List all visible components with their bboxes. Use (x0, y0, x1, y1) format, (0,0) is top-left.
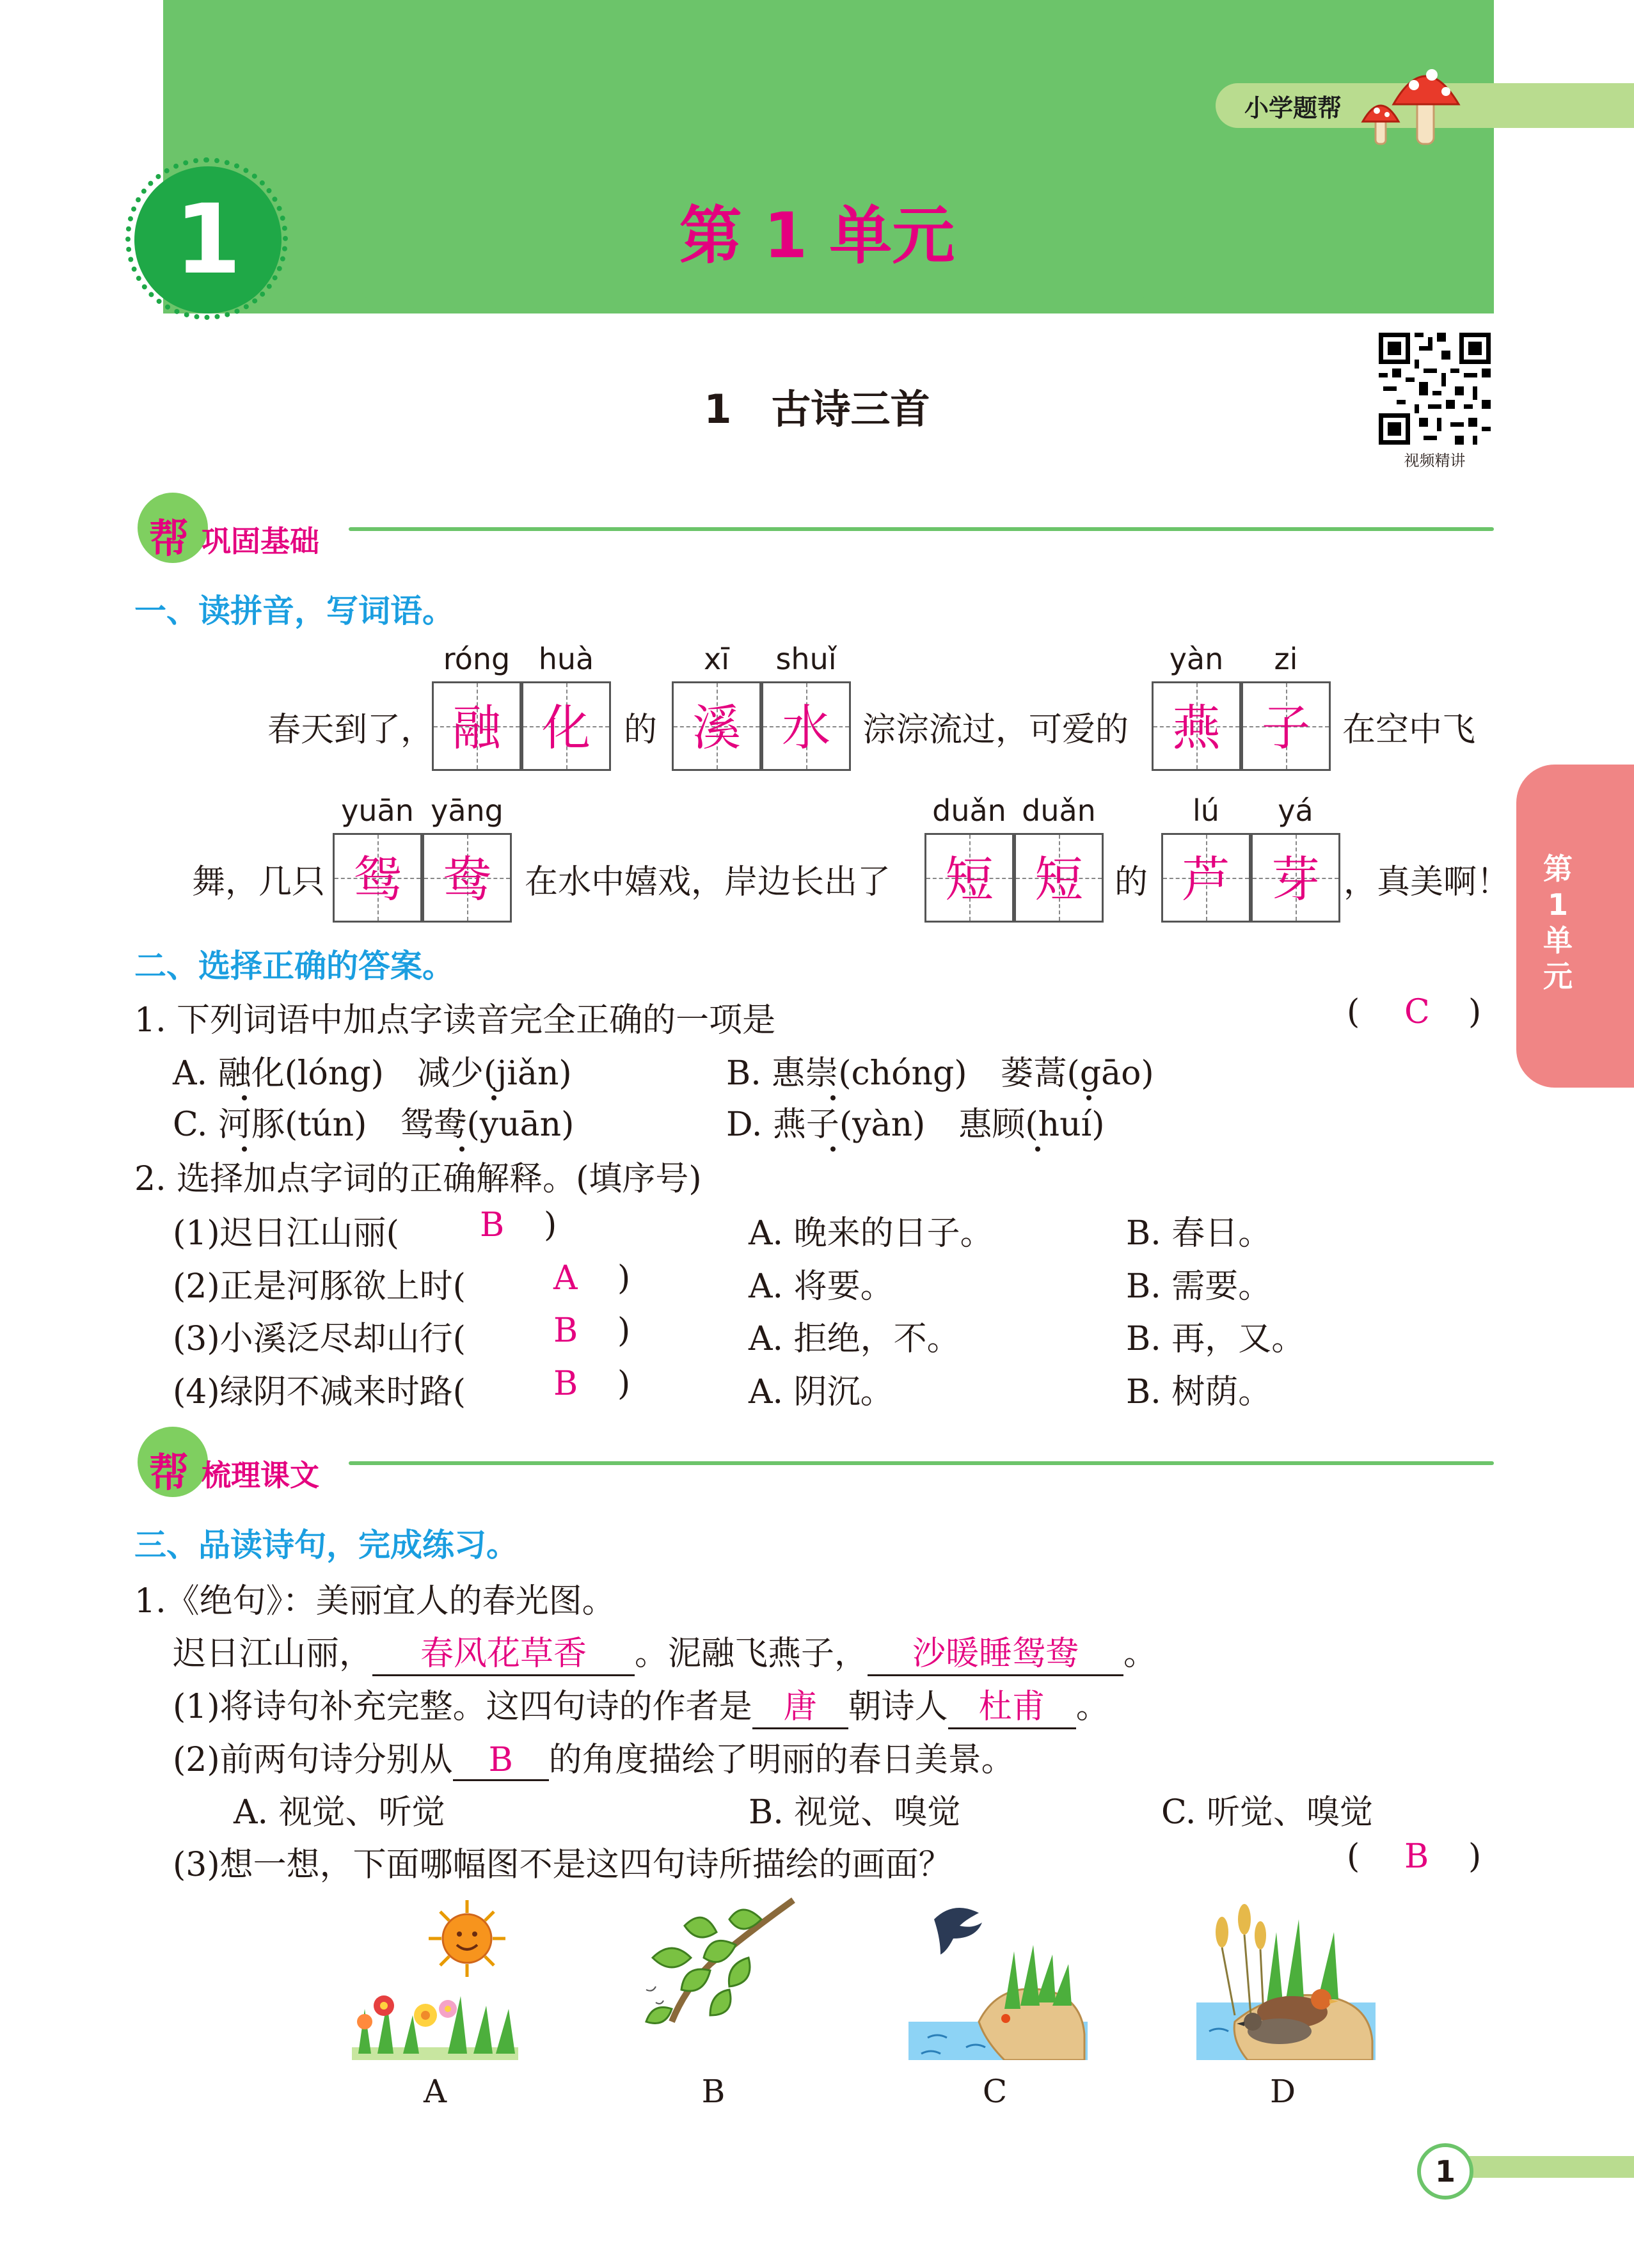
box-answer: 芦 (1182, 851, 1230, 908)
q2-row-option-a: A. 拒绝，不。 (749, 1320, 960, 1358)
q2-row-option-a: A. 晚来的日子。 (749, 1214, 994, 1253)
section-consolidate-label: 巩固基础 (202, 524, 319, 559)
q3-sub2-option-c: C. 听觉、嗅觉 (1161, 1793, 1373, 1832)
q2-item1-answer[interactable]: C (1404, 993, 1430, 1031)
sub1-blank-poet[interactable]: 杜甫 (948, 1679, 1076, 1729)
q2-option-b: B. 惠崇(chóng) 蒌蒿(gāo) (726, 1054, 1154, 1093)
q2-row-close: ) (544, 1206, 557, 1244)
q1-text: 舞，几只 (192, 863, 326, 901)
picture-label: A (423, 2073, 447, 2110)
writing-box[interactable] (1152, 681, 1241, 771)
q2-item2-stem: 2. 选择加点字词的正确解释。(填序号) (134, 1160, 702, 1198)
writing-box[interactable] (521, 681, 611, 771)
emphasis-dot (830, 1095, 836, 1100)
paren-close: ) (1468, 1837, 1482, 1876)
pinyin: duǎn (1022, 793, 1096, 828)
section-divider (349, 527, 1494, 531)
header-wave-edge (163, 282, 1494, 320)
poem-text: 。泥融飞燕子， (635, 1635, 868, 1673)
q2-option-a: A. 融化(lóng) 减少(jiǎn) (173, 1054, 572, 1093)
q3-sub3-stem: (3)想一想，下面哪幅图不是这四句诗所描绘的画面？ (173, 1846, 952, 1884)
q2-row-question: (1)迟日江山丽( (173, 1214, 399, 1253)
q1-text: ，真美啊！ (1344, 863, 1511, 901)
q1-text: 的 (624, 711, 658, 749)
section-badge-char: 帮 (149, 515, 189, 562)
lesson-title: 1 古诗三首 (704, 386, 930, 432)
q2-row-option-b: B. 需要。 (1126, 1267, 1272, 1306)
box-answer: 短 (1035, 851, 1083, 908)
pinyin: yàn (1169, 642, 1224, 676)
q2-heading: 二、选择正确的答案。 (134, 948, 454, 985)
q2-row-answer[interactable]: B (553, 1312, 578, 1350)
q2-row-answer[interactable]: B (553, 1365, 578, 1403)
q1-text: 春天到了， (267, 711, 434, 749)
box-answer: 融 (452, 699, 501, 756)
q3-sub3-answer[interactable]: B (1404, 1837, 1429, 1876)
writing-box[interactable] (672, 681, 761, 771)
box-answer: 鸯 (443, 851, 491, 908)
pinyin: duǎn (932, 793, 1006, 828)
writing-box[interactable] (1161, 833, 1251, 923)
pinyin: yāng (431, 793, 504, 828)
qr-code-icon[interactable] (1379, 333, 1491, 445)
writing-box[interactable] (1251, 833, 1340, 923)
emphasis-dot (1086, 1095, 1091, 1100)
section-divider (349, 1461, 1494, 1465)
emphasis-dot (830, 1146, 836, 1152)
box-answer: 溪 (692, 699, 741, 756)
q3-poem-line (173, 1626, 1157, 1676)
q2-row-close: ) (617, 1259, 631, 1297)
poem-text: 。 (1123, 1635, 1157, 1673)
q2-row-answer[interactable]: A (553, 1259, 578, 1297)
emphasis-dot (1035, 1146, 1040, 1152)
sub2-text: 的角度描绘了明丽的春日美景。 (548, 1741, 1015, 1779)
q1-text: 的 (1114, 863, 1148, 901)
section-consolidate-tag (138, 493, 349, 569)
section-review-label: 梳理课文 (202, 1458, 319, 1493)
q2-row-option-b: B. 树荫。 (1126, 1373, 1272, 1411)
q1-heading: 一、读拼音，写词语。 (134, 592, 454, 630)
picture-d-ducks-reeds[interactable] (1196, 1894, 1376, 2060)
writing-box[interactable] (422, 833, 512, 923)
q2-row-close: ) (617, 1312, 631, 1350)
paren-open: ( (1347, 1837, 1360, 1876)
pinyin: huà (538, 642, 594, 676)
q2-row-option-b: B. 再，又。 (1126, 1320, 1305, 1358)
mushroom-icon (1356, 54, 1478, 150)
emphasis-dot (242, 1095, 247, 1100)
picture-label: D (1269, 2073, 1296, 2110)
poem-text: 迟日江山丽， (173, 1635, 373, 1673)
writing-box[interactable] (1241, 681, 1331, 771)
picture-a-sun-flowers[interactable] (352, 1894, 518, 2060)
box-answer: 子 (1262, 699, 1310, 756)
pinyin: róng (443, 642, 511, 676)
sub1-text: 朝诗人 (848, 1688, 948, 1726)
pinyin: yá (1278, 793, 1313, 828)
q2-row-answer[interactable]: B (480, 1206, 505, 1244)
pinyin: xī (703, 642, 729, 676)
picture-c-swallow-pond[interactable] (908, 1894, 1088, 2060)
q2-row-question: (3)小溪泛尽却山行( (173, 1320, 466, 1358)
writing-box[interactable] (432, 681, 521, 771)
box-answer: 鸳 (353, 851, 402, 908)
pinyin: yuān (341, 793, 414, 828)
sub1-text: 。 (1075, 1688, 1109, 1726)
q3-sub1 (173, 1679, 1109, 1729)
box-answer: 水 (782, 699, 830, 756)
q3-intro: 1.《绝句》：美丽宜人的春光图。 (134, 1582, 615, 1621)
sub2-text: (2)前两句诗分别从 (173, 1741, 453, 1779)
q2-row-option-b: B. 春日。 (1126, 1214, 1272, 1253)
unit-number-badge: 1 (134, 166, 282, 313)
writing-box[interactable] (761, 681, 851, 771)
emphasis-dot (459, 1146, 464, 1152)
q2-row-question: (2)正是河豚欲上时( (173, 1267, 466, 1306)
q3-sub2-option-a: A. 视觉、听觉 (234, 1793, 445, 1832)
q2-row-option-a: A. 将要。 (749, 1267, 894, 1306)
picture-b-leaves[interactable] (633, 1894, 800, 2060)
box-answer: 芽 (1271, 851, 1320, 908)
q3-sub2-option-b: B. 视觉、嗅觉 (749, 1793, 961, 1832)
qr-caption: 视频精讲 (1404, 452, 1466, 470)
box-answer: 燕 (1172, 699, 1221, 756)
writing-box[interactable] (924, 833, 1014, 923)
q2-row-question: (4)绿阴不减来时路( (173, 1373, 466, 1411)
section-badge-char: 帮 (149, 1449, 189, 1496)
poem-blank[interactable]: 沙暖睡鸳鸯 (868, 1626, 1123, 1676)
q2-option-c: C. 河豚(tún) 鸳鸯(yuān) (173, 1106, 575, 1144)
q2-row-close: ) (617, 1365, 631, 1403)
q3-sub2 (173, 1733, 1015, 1781)
emphasis-dot (491, 1095, 496, 1100)
box-answer: 短 (945, 851, 994, 908)
q1-text: 在水中嬉戏，岸边长出了 (525, 863, 891, 901)
sub1-blank-dynasty[interactable]: 唐 (752, 1679, 848, 1729)
poem-blank[interactable]: 春风花草香 (372, 1626, 635, 1676)
writing-box[interactable] (1014, 833, 1104, 923)
picture-label: C (982, 2073, 1008, 2110)
q1-text: 在空中飞 (1342, 711, 1476, 749)
unit-side-tab-label: 第1单元 (1543, 852, 1573, 994)
q3-heading: 三、品读诗句，完成练习。 (134, 1527, 518, 1564)
pinyin: shuǐ (775, 642, 837, 676)
q2-item1-stem: 1. 下列词语中加点字读音完全正确的一项是 (134, 1001, 776, 1040)
emphasis-dot (242, 1146, 247, 1152)
brand-name: 小学题帮 (1244, 94, 1342, 122)
unit-title: 第 1 单元 (679, 200, 955, 273)
paren-close: ) (1468, 993, 1482, 1031)
page-number: 1 (1417, 2143, 1473, 2200)
picture-label: B (701, 2073, 726, 2110)
section-review-tag (138, 1427, 349, 1503)
pinyin: zi (1274, 642, 1298, 676)
pinyin: lú (1193, 793, 1219, 828)
paren-open: ( (1347, 993, 1360, 1031)
sub2-blank[interactable]: B (453, 1741, 549, 1781)
sub1-text: (1)将诗句补充完整。这四句诗的作者是 (173, 1688, 752, 1726)
writing-box[interactable] (333, 833, 422, 923)
q2-row-option-a: A. 阴沉。 (749, 1373, 894, 1411)
q2-option-d: D. 燕子(yàn) 惠顾(huí) (726, 1106, 1105, 1144)
q1-text: 淙淙流过，可爱的 (862, 711, 1129, 749)
box-answer: 化 (542, 699, 591, 756)
